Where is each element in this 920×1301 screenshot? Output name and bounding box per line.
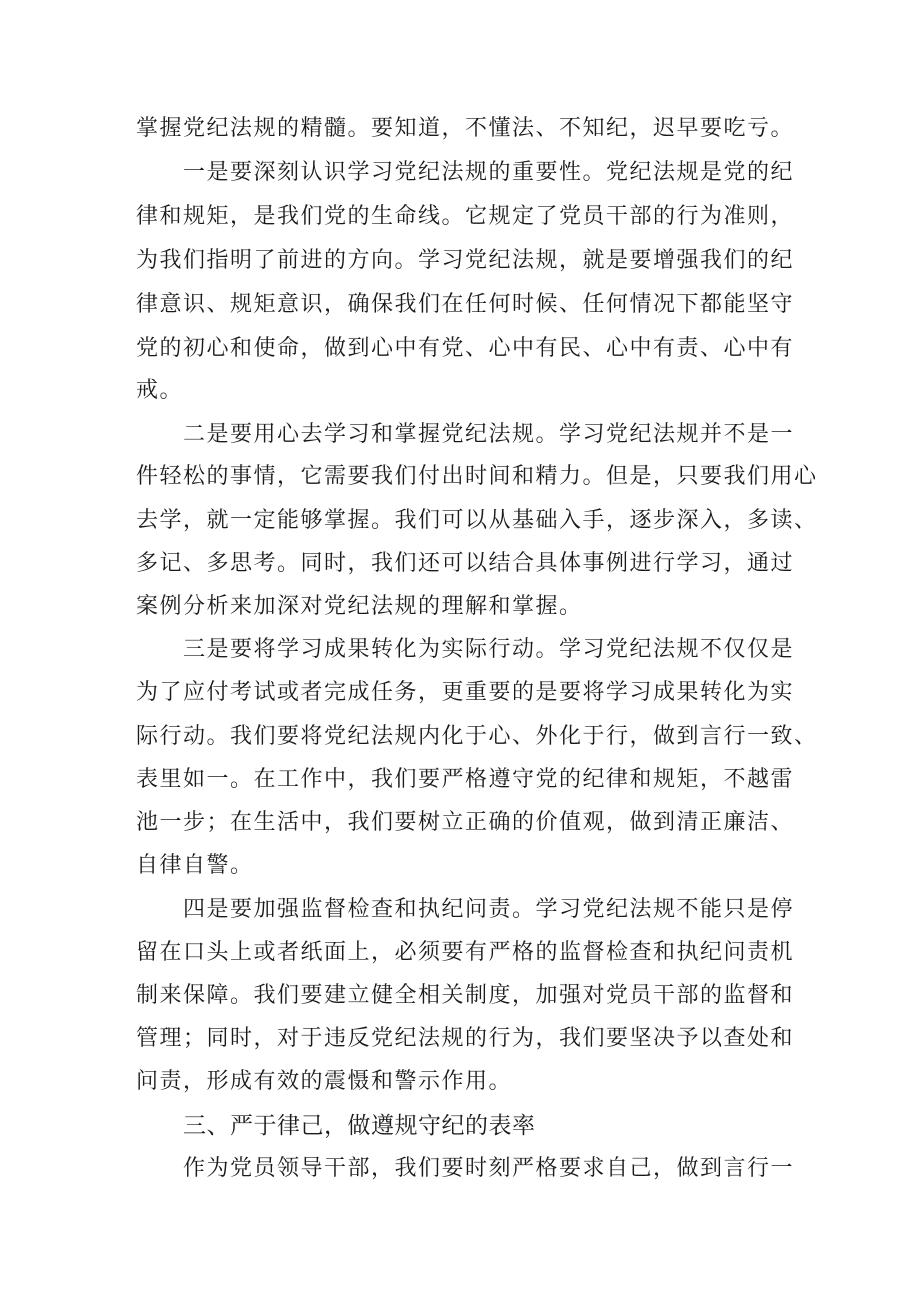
text-line: 党的初心和使命，做到心中有党、心中有民、心中有责、心中有 [136, 336, 795, 361]
text-line: 为了应付考试或者完成任务，更重要的是要将学习成果转化为实 [136, 680, 795, 705]
paragraph-first-line: 二是要用心去学习和掌握党纪法规。学习党纪法规并不是一 [183, 422, 795, 447]
text-line: 律意识、规矩意识，确保我们在任何时候、任何情况下都能坚守 [136, 292, 795, 317]
text-line: 件轻松的事情，它需要我们付出时间和精力。但是，只要我们用心 [136, 464, 818, 489]
text-line: 多记、多思考。同时，我们还可以结合具体事例进行学习，通过 [136, 551, 795, 576]
text-line: 际行动。我们要将党纪法规内化于心、外化于行，做到言行一致、 [136, 724, 818, 749]
text-line: 自律自警。 [136, 853, 254, 878]
text-line: 留在口头上或者纸面上，必须要有严格的监督检查和执纪问责机 [136, 940, 795, 965]
paragraph-first-line: 三是要将学习成果转化为实际行动。学习党纪法规不仅仅是 [183, 637, 795, 662]
text-line: 问责，形成有效的震慑和警示作用。 [136, 1069, 513, 1094]
paragraph-first-line: 作为党员领导干部，我们要时刻严格要求自己，做到言行一 [183, 1156, 795, 1181]
text-line: 管理；同时，对于违反党纪法规的行为，我们要坚决予以查处和 [136, 1026, 795, 1051]
paragraph-first-line: 四是要加强监督检查和执纪问责。学习党纪法规不能只是停 [183, 897, 795, 922]
text-line: 制来保障。我们要建立健全相关制度，加强对党员干部的监督和 [136, 983, 795, 1008]
text-line: 表里如一。在工作中，我们要严格遵守党的纪律和规矩，不越雷 [136, 767, 795, 792]
text-line: 掌握党纪法规的精髓。要知道，不懂法、不知纪，迟早要吃亏。 [136, 116, 795, 141]
section-heading: 三、严于律己，做遵规守纪的表率 [183, 1113, 536, 1139]
text-line: 律和规矩，是我们党的生命线。它规定了党员干部的行为准则， [136, 204, 795, 229]
text-line: 案例分析来加深对党纪法规的理解和掌握。 [136, 594, 583, 619]
text-line: 池一步；在生活中，我们要树立正确的价值观，做到清正廉洁、 [136, 810, 795, 835]
paragraph-first-line: 一是要深刻认识学习党纪法规的重要性。党纪法规是党的纪 [183, 160, 795, 185]
text-line: 为我们指明了前进的方向。学习党纪法规，就是要增强我们的纪 [136, 248, 795, 273]
text-line: 戒。 [136, 378, 184, 403]
text-line: 去学，就一定能够掌握。我们可以从基础入手，逐步深入，多读、 [136, 508, 818, 533]
